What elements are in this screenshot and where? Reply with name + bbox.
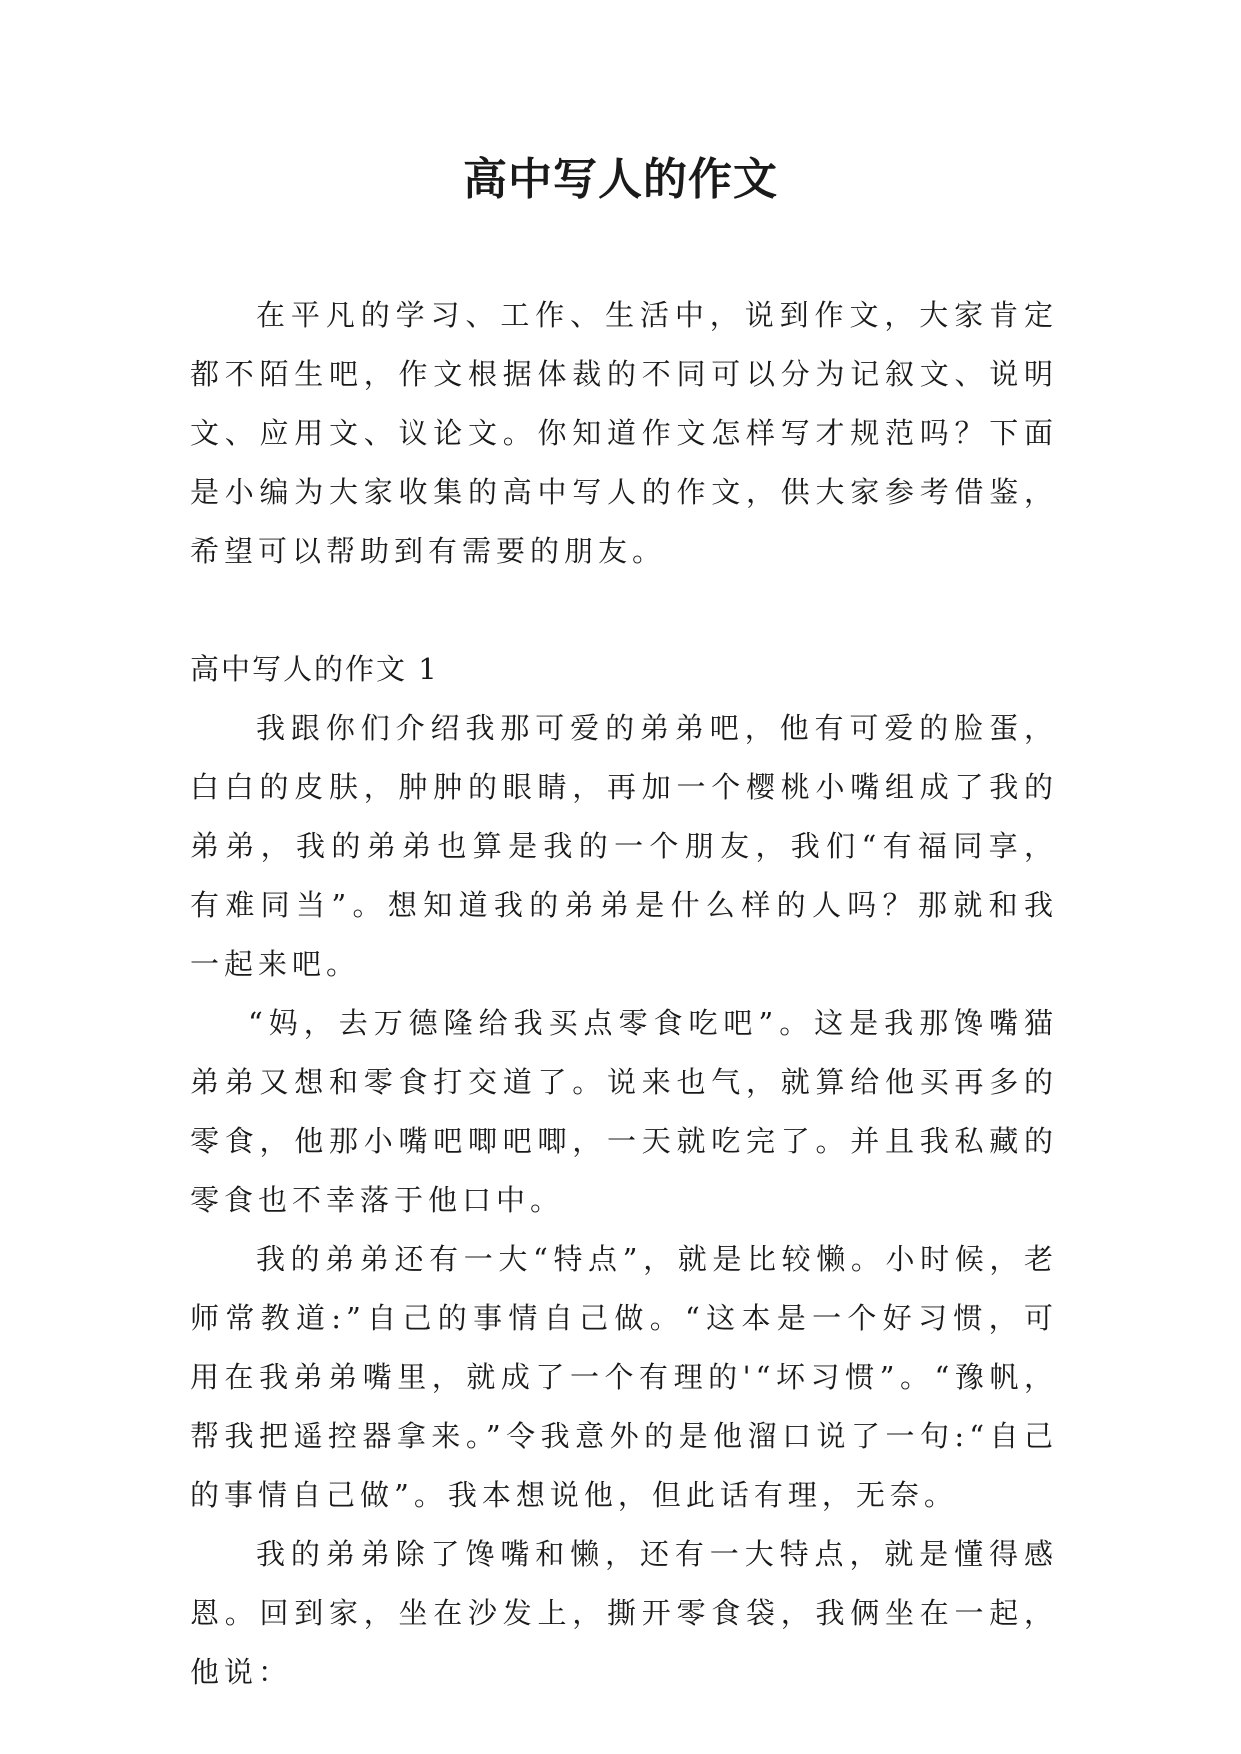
essay-paragraph: 我跟你们介绍我那可爱的弟弟吧，他有可爱的脸蛋，白白的皮肤，肿肿的眼睛，再加一个樱桃小嘴组成了我的弟弟，我的弟弟也算是我的一个朋友，我们“有福同享，有难同当”。想知道我的弟弟是什么样的人吗？那就和我一起来吧。 xyxy=(190,711,1058,981)
essay-section xyxy=(190,640,1058,1702)
essay-paragraph: 我的弟弟还有一大“特点”，就是比较懒。小时候，老师常教道:”自己的事情自己做。“这本是一个好习惯，可用在我弟弟嘴里，就成了一个有理的'“坏习惯”。“豫帆，帮我把遥控器拿来。”令我意外的是他溜口说了一句:“自己的事情自己做”。我本想说他，但此话有理，无奈。 xyxy=(190,1242,1058,1512)
intro-section xyxy=(190,286,1058,581)
essay-paragraph: 我的弟弟除了馋嘴和懒，还有一大特点，就是懂得感恩。回到家，坐在沙发上，撕开零食袋，我俩坐在一起，他说： xyxy=(190,1537,1058,1689)
document-title: 高中写人的作文 xyxy=(463,154,778,205)
section-heading: 高中写人的作文 1 xyxy=(190,652,439,686)
essay-paragraph: “妈，去万德隆给我买点零食吃吧”。这是我那馋嘴猫弟弟又想和零食打交道了。说来也气，就算给他买再多的零食，他那小嘴吧唧吧唧，一天就吃完了。并且我私藏的零食也不幸落于他口中。 xyxy=(190,1006,1058,1217)
intro-paragraph: 在平凡的学习、工作、生活中，说到作文，大家肯定都不陌生吧，作文根据体裁的不同可以分为记叙文、说明文、应用文、议论文。你知道作文怎样写才规范吗？下面是小编为大家收集的高中写人的作文，供大家参考借鉴，希望可以帮助到有需要的朋友。 xyxy=(190,298,1058,568)
